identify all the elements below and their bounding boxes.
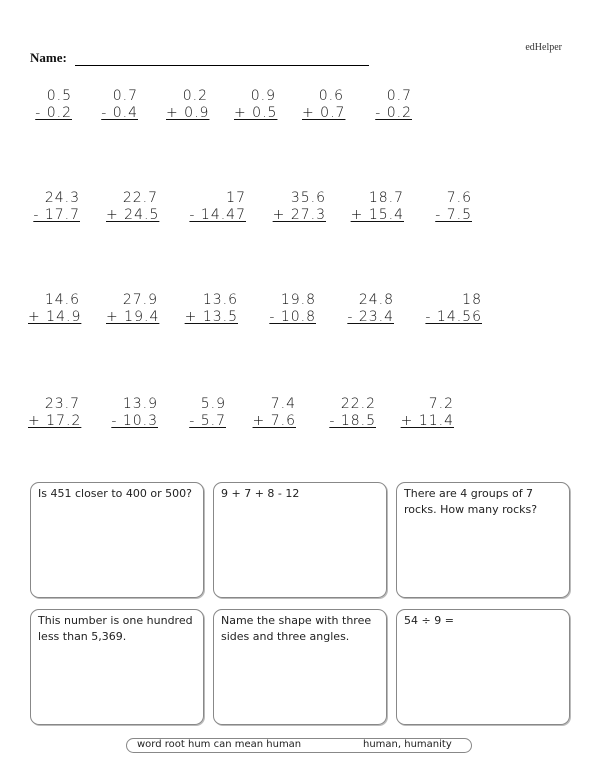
problem: 17 - 14.47 [189, 190, 246, 223]
problem: 0.7 - 0.4 [101, 88, 138, 121]
name-label: Name: [30, 50, 67, 65]
problem: 24.3 - 17.7 [33, 190, 80, 223]
word-problem-box[interactable] [30, 609, 204, 725]
problem: 18 - 14.56 [425, 292, 482, 325]
problem: 7.2 + 11.4 [400, 396, 454, 429]
problem: 13.6 + 13.5 [184, 292, 238, 325]
name-row [30, 50, 369, 66]
problem: 7.6 - 7.5 [435, 190, 472, 223]
problem: 19.8 - 10.8 [269, 292, 316, 325]
word-problem-text: This number is one hundred less than 5,369. [38, 614, 193, 643]
word-problem-text: 54 ÷ 9 = [404, 614, 454, 627]
problem: 13.9 - 10.3 [111, 396, 158, 429]
problem: 0.9 + 0.5 [234, 88, 278, 121]
problem: 24.8 - 23.4 [347, 292, 394, 325]
word-problem-box[interactable] [396, 609, 570, 725]
problem: 14.6 + 14.9 [28, 292, 82, 325]
word-problem-text: Is 451 closer to 400 or 500? [38, 487, 192, 500]
footer-examples: human, humanity [363, 739, 452, 750]
problem-row-4 [0, 396, 600, 436]
word-problem-box[interactable] [213, 609, 387, 725]
problem: 35.6 + 27.3 [272, 190, 326, 223]
word-problem-box[interactable] [213, 482, 387, 598]
problem-row-3 [0, 292, 600, 332]
problem: 22.2 - 18.5 [329, 396, 376, 429]
problem: 5.9 - 5.7 [189, 396, 226, 429]
problem: 0.7 - 0.2 [375, 88, 412, 121]
word-problem-text: There are 4 groups of 7 rocks. How many rocks? [404, 487, 538, 516]
problem: 7.4 + 7.6 [252, 396, 296, 429]
word-problem-text: 9 + 7 + 8 - 12 [221, 487, 300, 500]
name-input-line[interactable] [75, 51, 369, 66]
brand-label: edHelper [525, 42, 562, 53]
word-root-footer [126, 738, 472, 753]
problem: 0.6 + 0.7 [302, 88, 346, 121]
problem-row-1 [0, 88, 600, 128]
problem: 27.9 + 19.4 [106, 292, 160, 325]
footer-word-root: word root hum can mean human [137, 739, 302, 750]
problem: 18.7 + 15.4 [350, 190, 404, 223]
problem: 0.2 + 0.9 [166, 88, 210, 121]
problem: 23.7 + 17.2 [28, 396, 82, 429]
problem: 0.5 - 0.2 [35, 88, 72, 121]
word-problem-box[interactable] [30, 482, 204, 598]
problem-row-2 [0, 190, 600, 230]
problem: 22.7 + 24.5 [106, 190, 160, 223]
word-problem-box[interactable] [396, 482, 570, 598]
word-problem-text: Name the shape with three sides and three angles. [221, 614, 372, 643]
